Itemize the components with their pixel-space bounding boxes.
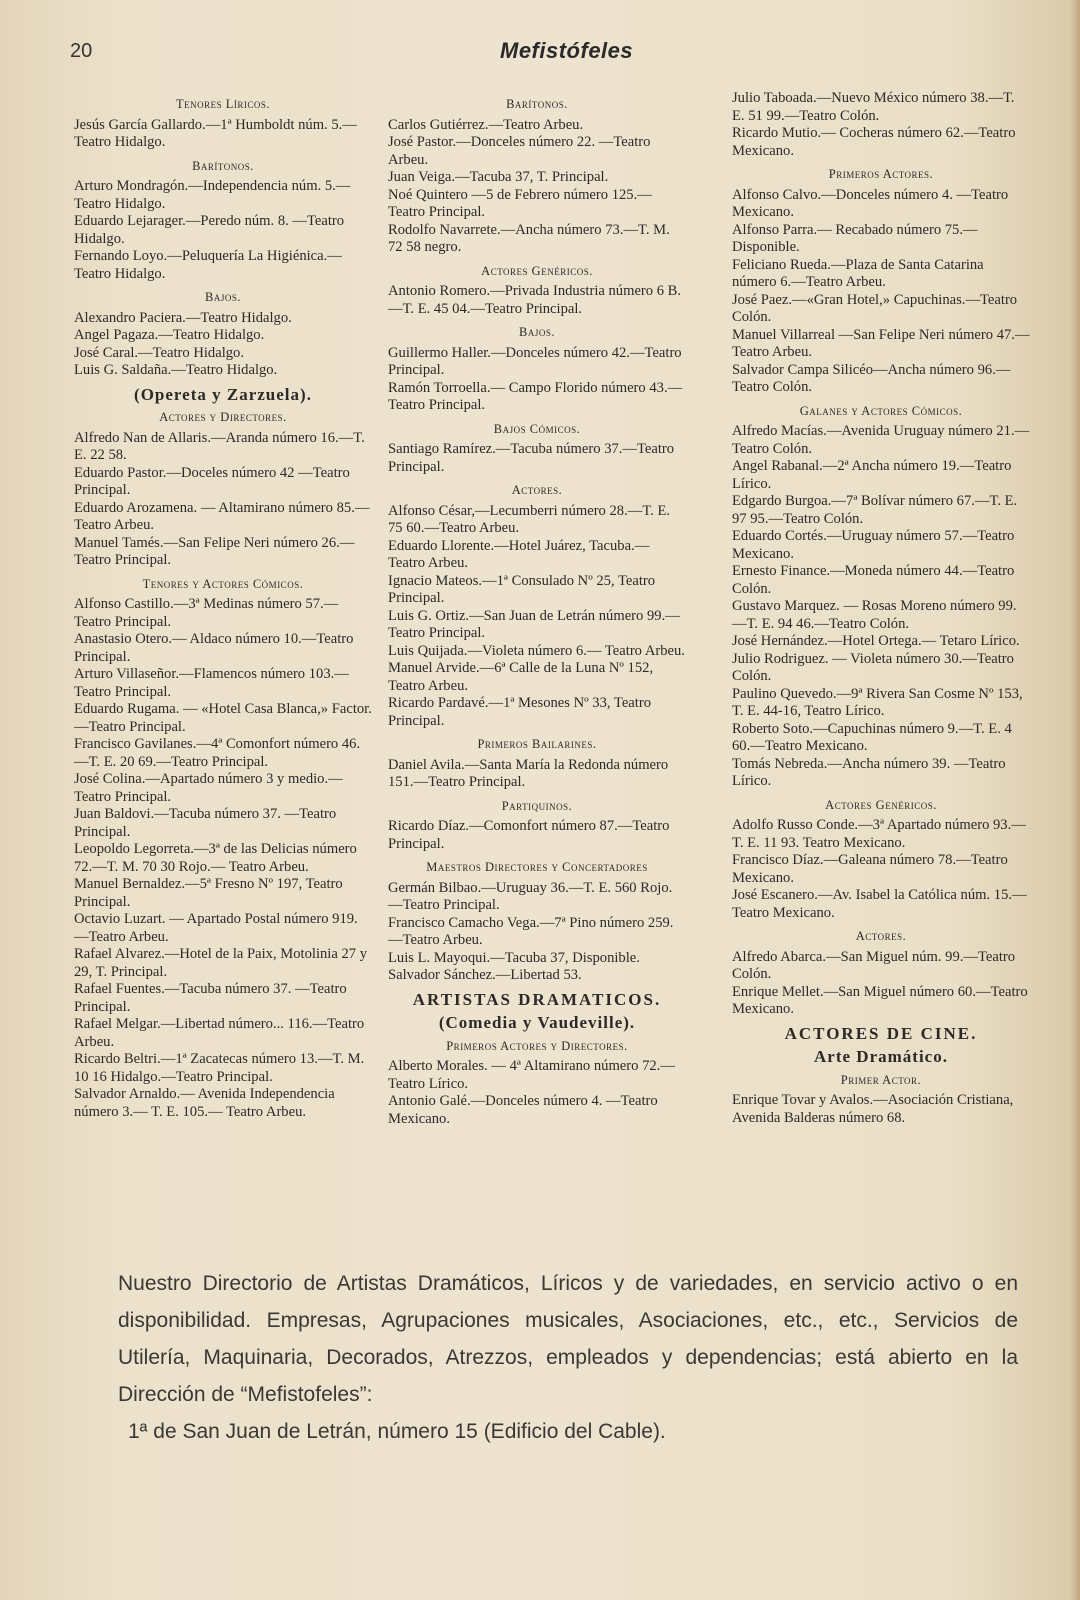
directory-entry: Edgardo Burgoa.—7ª Bolívar número 67.—T. E. 97 95.—Teatro Colón. (732, 493, 1018, 527)
directory-entry: Luis L. Mayoqui.—Tacuba 37, Disponible. (388, 949, 640, 966)
directory-entry: Alfredo Abarca.—San Miguel núm. 99.—Teatro Colón. (732, 948, 1016, 982)
section-heading: Actores Genéricos. (825, 797, 937, 812)
directory-entry: Eduardo Arozamena. — Altamirano número 85.—Teatro Arbeu. (74, 499, 370, 533)
directory-entry: Eduardo Cortés.—Uruguay número 57.—Teatro Mexicano. (732, 528, 1015, 562)
directory-entry: Fernando Loyo.—Peluquería La Higiénica.—Teatro Hidalgo. (74, 248, 342, 282)
directory-entry: Manuel Arvide.—6ª Calle de la Luna Nº 152, Teatro Arbeu. (388, 660, 654, 694)
directory-entry: Jesús García Gallardo.—1ª Humboldt núm. 5.—Teatro Hidalgo. (74, 116, 357, 150)
section-heading: Actores y Directores. (159, 410, 287, 424)
directory-entry: Juan Baldovi.—Tacuba número 37. —Teatro Principal. (74, 806, 337, 840)
section-title: (Comedia y Vaudeville). (438, 1013, 636, 1032)
section-heading: Actores. (855, 929, 907, 943)
directory-entry: Tomás Nebreda.—Ancha número 39. —Teatro Lírico. (732, 755, 1006, 789)
page-number: 20 (70, 40, 93, 62)
directory-entry: Octavio Luzart. — Apartado Postal número 919.—Teatro Arbeu. (74, 911, 358, 945)
section-heading: Maestros Directores y Concertadores (426, 860, 648, 874)
directory-entry: Manuel Villarreal —San Felipe Neri número 47.—Teatro Arbeu. (732, 326, 1030, 360)
directory-entry: Daniel Avila.—Santa María la Redonda número 151.—Teatro Principal. (388, 756, 669, 790)
section-heading: Barítonos. (192, 158, 254, 173)
column-2 (388, 90, 686, 1128)
directory-entry: Francisco Camacho Vega.—7ª Pino número 259.—Teatro Arbeu. (388, 914, 674, 948)
directory-entry: Enrique Mellet.—San Miguel número 60.—Teatro Mexicano. (732, 983, 1028, 1017)
directory-entry: Luis G. Ortiz.—San Juan de Letrán número 99.—Teatro Principal. (388, 607, 680, 641)
directory-entry: Guillermo Haller.—Donceles número 42.—Teatro Principal. (388, 344, 682, 378)
notice-paragraph: Nuestro Directorio de Artistas Dramáticos, Líricos y de variedades, en servicio activo o en disponibilidad. Empresas, Agrupaciones musicales, Asociaciones, etc., etc., Servicios de Utilería, Maquinaria, Decorados, Atrezzos, empleados y dependencias; está abierto en la Dirección de “Mefistofeles”: (118, 1272, 1018, 1406)
directory-entry: Julio Taboada.—Nuevo México número 38.—T. E. 51 99.—Teatro Colón. (732, 90, 1015, 124)
section-heading: Primeros Actores. (828, 167, 934, 181)
directory-entry: Feliciano Rueda.—Plaza de Santa Catarina número 6.—Teatro Arbeu. (732, 256, 984, 290)
directory-entry: Salvador Sánchez.—Libertad 53. (388, 967, 582, 983)
directory-entry: Roberto Soto.—Capuchinas número 9.—T. E. 4 60.—Teatro Mexicano. (732, 720, 1012, 754)
directory-entry: Arturo Mondragón.—Independencia núm. 5.—Teatro Hidalgo. (74, 178, 351, 212)
directory-entry: Noé Quintero —5 de Febrero número 125.—Teatro Principal. (388, 186, 652, 220)
directory-entry: Eduardo Pastor.—Doceles número 42 —Teatro Principal. (74, 464, 350, 498)
directory-entry: Eduardo Rugama. — «Hotel Casa Blanca,» Factor.—Teatro Principal. (74, 701, 372, 735)
column-3 (732, 90, 1030, 1127)
section-heading: Bajos. (519, 325, 555, 339)
directory-entry: Luis Quijada.—Violeta número 6.— Teatro Arbeu. (388, 642, 685, 659)
directory-entry: Rafael Melgar.—Libertad número... 116.—Teatro Arbeu. (74, 1016, 365, 1050)
section-heading: Primeros Bailarines. (477, 737, 597, 751)
directory-entry: Alfonso Castillo.—3ª Medinas número 57.—Teatro Principal. (74, 596, 339, 630)
directory-entry: Julio Rodriguez. — Violeta número 30.—Teatro Colón. (732, 650, 1014, 684)
directory-entry: Santiago Ramírez.—Tacuba número 37.—Teatro Principal. (388, 441, 675, 475)
section-title: Arte Dramático. (814, 1047, 948, 1066)
directory-entry: Anastasio Otero.— Aldaco número 10.—Teatro Principal. (74, 631, 354, 665)
directory-entry: Arturo Villaseñor.—Flamencos número 103.—Teatro Principal. (74, 666, 349, 700)
directory-entry: José Caral.—Teatro Hidalgo. (74, 344, 245, 361)
masthead-title: Mefistófeles (500, 38, 634, 63)
directory-entry: Eduardo Lejarager.—Peredo núm. 8. —Teatro Hidalgo. (74, 213, 345, 247)
directory-entry: Adolfo Russo Conde.—3ª Apartado número 93.—T. E. 11 93. Teatro Mexicano. (732, 817, 1026, 851)
directory-entry: Rafael Fuentes.—Tacuba número 37. —Teatro Principal. (74, 981, 347, 1015)
directory-entry: Manuel Bernaldez.—5ª Fresno Nº 197, Teatro Principal. (74, 876, 343, 910)
directory-entry: Juan Veiga.—Tacuba 37, T. Principal. (388, 169, 609, 185)
directory-entry: Salvador Campa Silicéo—Ancha número 96.—Teatro Colón. (732, 361, 1011, 395)
section-heading: Galanes y Actores Cómicos. (799, 403, 963, 418)
directory-entry: Carlos Gutiérrez.—Teatro Arbeu. (388, 116, 584, 133)
directory-entry: Manuel Tamés.—San Felipe Neri número 26.—Teatro Principal. (74, 534, 355, 568)
section-title: ARTISTAS DRAMATICOS. (412, 989, 662, 1009)
directory-entry: José Colina.—Apartado número 3 y medio.—Teatro Principal. (74, 771, 343, 805)
section-title: ACTORES DE CINE. (784, 1023, 978, 1043)
directory-entry: Angel Rabanal.—2ª Ancha número 19.—Teatro Lírico. (732, 458, 1012, 492)
directory-entry: Alfonso César,—Lecumberri número 28.—T. E. 75 60.—Teatro Arbeu. (388, 502, 671, 536)
directory-entry: Alfredo Macías.—Avenida Uruguay número 21.—Teatro Colón. (732, 423, 1030, 457)
section-heading: Primer Actor. (840, 1072, 922, 1087)
directory-entry: José Pastor.—Donceles número 22. —Teatro Arbeu. (388, 134, 651, 168)
directory-notice (118, 1265, 1018, 1450)
directory-entry: Eduardo Llorente.—Hotel Juárez, Tacuba.—Teatro Arbeu. (388, 537, 650, 571)
column-1 (74, 90, 372, 1121)
directory-entry: Gustavo Marquez. — Rosas Moreno número 99.—T. E. 94 46.—Teatro Colón. (732, 598, 1017, 632)
directory-entry: Ramón Torroella.— Campo Florido número 43.—Teatro Principal. (388, 379, 683, 413)
section-heading: Barítonos. (506, 97, 568, 111)
notice-address: 1ª de San Juan de Letrán, número 15 (Edificio del Cable). (128, 1420, 666, 1443)
directory-entry: Ricardo Mutio.— Cocheras número 62.—Teatro Mexicano. (732, 125, 1016, 159)
directory-entry: Paulino Quevedo.—9ª Rivera San Cosme Nº 153, T. E. 44-16, Teatro Lírico. (732, 685, 1023, 719)
section-heading: Tenores Líricos. (175, 97, 271, 111)
section-heading: Actores Genéricos. (481, 263, 593, 278)
section-heading: Bajos. (205, 290, 241, 304)
directory-entry: Francisco Díaz.—Galeana número 78.—Teatro Mexicano. (732, 852, 1008, 886)
directory-entry: Ricardo Beltri.—1ª Zacatecas número 13.—T. M. 10 16 Hidalgo.—Teatro Principal. (74, 1051, 365, 1085)
directory-entry: Ricardo Díaz.—Comonfort número 87.—Teatro Principal. (388, 818, 670, 852)
directory-entry: Antonio Galé.—Donceles número 4. —Teatro Mexicano. (388, 1093, 658, 1127)
directory-entry: Ignacio Mateos.—1ª Consulado Nº 25, Teatro Principal. (388, 572, 656, 606)
directory-entry: José Paez.—«Gran Hotel,» Capuchinas.—Teatro Colón. (732, 291, 1018, 325)
directory-entry: Angel Pagaza.—Teatro Hidalgo. (74, 327, 265, 343)
directory-entry: Alberto Morales. — 4ª Altamirano número 72.—Teatro Lírico. (388, 1058, 675, 1092)
directory-entry: Ernesto Finance.—Moneda número 44.—Teatro Colón. (732, 563, 1015, 597)
directory-entry: Luis G. Saldaña.—Teatro Hidalgo. (74, 362, 278, 378)
directory-entry: Francisco Gavilanes.—4ª Comonfort número 46.—T. E. 20 69.—Teatro Principal. (74, 736, 361, 770)
directory-entry: Enrique Tovar y Avalos.—Asociación Cristiana, Avenida Balderas número 68. (732, 1092, 1014, 1126)
section-title: (Opereta y Zarzuela). (134, 384, 312, 404)
directory-entry: Rafael Alvarez.—Hotel de la Paix, Motolinia 27 y 29, T. Principal. (74, 946, 368, 980)
directory-entry: Germán Bilbao.—Uruguay 36.—T. E. 560 Rojo.—Teatro Principal. (388, 879, 673, 913)
section-heading: Actores. (511, 483, 563, 497)
section-heading: Partiquinos. (501, 798, 573, 813)
directory-entry: Leopoldo Legorreta.—3ª de las Delicias número 72.—T. M. 70 30 Rojo.— Teatro Arbeu. (74, 841, 357, 875)
directory-entry: José Escanero.—Av. Isabel la Católica núm. 15.—Teatro Mexicano. (732, 887, 1027, 921)
directory-entry: Alfredo Nan de Allaris.—Aranda número 16.—T. E. 22 58. (74, 429, 365, 463)
directory-entry: Alexandro Paciera.—Teatro Hidalgo. (74, 309, 292, 326)
directory-entry: Alfonso Calvo.—Donceles número 4. —Teatro Mexicano. (732, 186, 1009, 220)
section-heading: Primeros Actores y Directores. (446, 1038, 628, 1053)
section-heading: Tenores y Actores Cómicos. (142, 576, 304, 591)
page-edge-shadow (1070, 0, 1080, 1600)
directory-entry: Ricardo Pardavé.—1ª Mesones Nº 33, Teatro Principal. (388, 695, 651, 729)
directory-entry: Salvador Arnaldo.— Avenida Independencia número 3.— T. E. 105.— Teatro Arbeu. (74, 1086, 335, 1120)
directory-entry: Alfonso Parra.— Recabado número 75.—Disponible. (732, 221, 978, 255)
directory-entry: Antonio Romero.—Privada Industria número 6 B.—T. E. 45 04.—Teatro Principal. (388, 283, 682, 317)
directory-entry: José Hernández.—Hotel Ortega.— Tetaro Lírico. (732, 633, 1020, 649)
section-heading: Bajos Cómicos. (493, 421, 581, 436)
directory-entry: Rodolfo Navarrete.—Ancha número 73.—T. M. 72 58 negro. (388, 221, 670, 255)
